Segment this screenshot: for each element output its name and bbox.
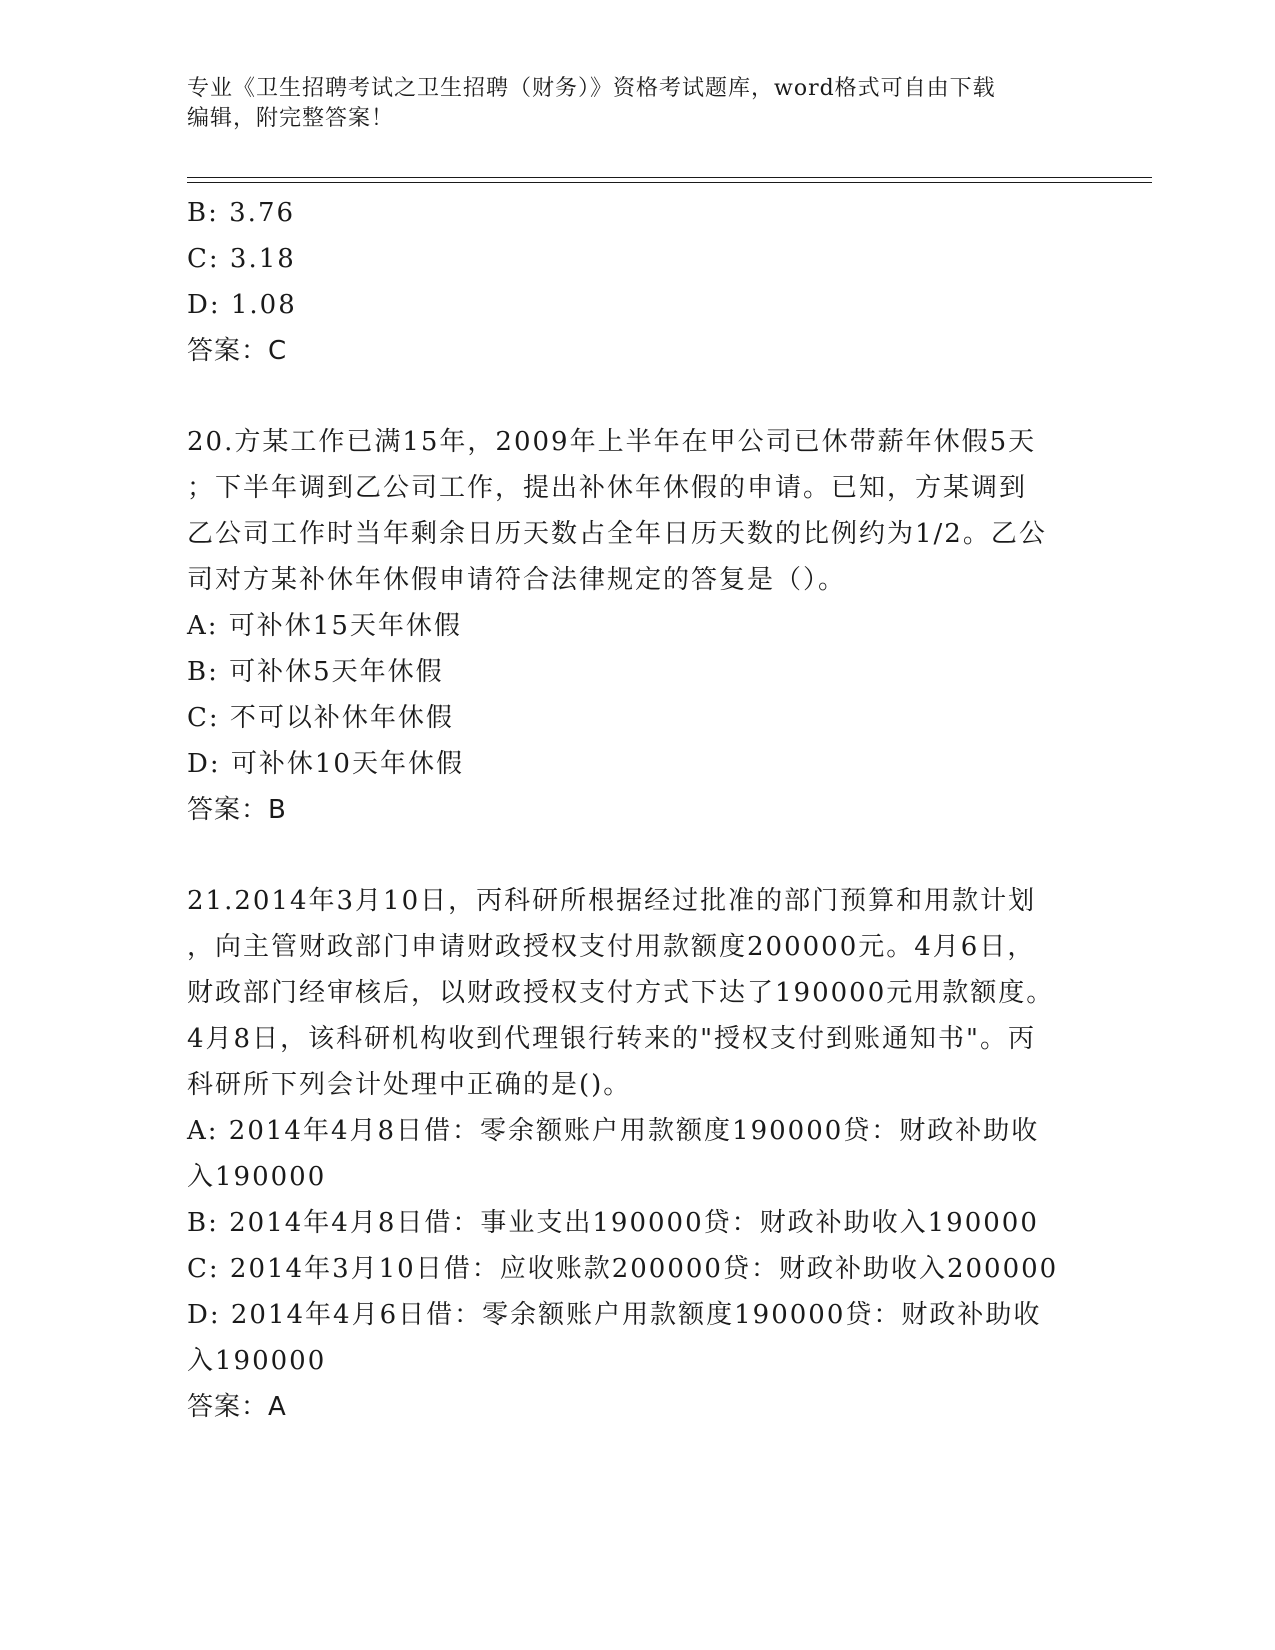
document-body: [187, 190, 1077, 1430]
answer-line: 答案：A: [187, 1392, 287, 1422]
option-c: C: 不可以补休年休假: [187, 703, 454, 733]
option-d-continued: 入190000: [187, 1346, 327, 1376]
option-a-continued: 入190000: [187, 1162, 327, 1192]
header-divider-top: [187, 177, 1152, 178]
option-d: D: 1.08: [187, 290, 297, 320]
header-line-2: 编辑，附完整答案！: [187, 106, 395, 131]
question-text-line: 21.2014年3月10日，丙科研所根据经过批准的部门预算和用款计划: [187, 886, 1037, 916]
question-text-line: 4月8日，该科研机构收到代理银行转来的"授权支付到账通知书"。丙: [187, 1024, 1037, 1054]
answer-line: 答案：C: [187, 336, 288, 366]
question-text-line: ，向主管财政部门申请财政授权支付用款额度200000元。4月6日，: [187, 932, 1036, 962]
question-text-line: 20.方某工作已满15年，2009年上半年在甲公司已休带薪年休假5天: [187, 427, 1037, 457]
question-19-tail: [187, 190, 1077, 374]
question-text-line: 司对方某补休年休假申请符合法律规定的答复是（）。: [187, 565, 847, 595]
question-text-line: 财政部门经审核后，以财政授权支付方式下达了190000元用款额度。: [187, 978, 1055, 1008]
option-c: C: 2014年3月10日借：应收账款200000贷：财政补助收入200000: [187, 1254, 1059, 1284]
question-text-line: 乙公司工作时当年剩余日历天数占全年日历天数的比例约为1/2。乙公: [187, 519, 1047, 549]
answer-line: 答案：B: [187, 795, 287, 825]
option-d: D: 可补休10天年休假: [187, 749, 464, 779]
header-divider-bottom: [187, 182, 1152, 183]
question-21: [187, 878, 1077, 1430]
header-line-1: 专业《卫生招聘考试之卫生招聘（财务）》资格考试题库，word格式可自由下载: [187, 76, 996, 101]
option-b: B: 可补休5天年休假: [187, 657, 444, 687]
option-a: A: 2014年4月8日借：零余额账户用款额度190000贷：财政补助收: [187, 1116, 1040, 1146]
option-c: C: 3.18: [187, 244, 296, 274]
option-d: D: 2014年4月6日借：零余额账户用款额度190000贷：财政补助收: [187, 1300, 1042, 1330]
option-b: B: 2014年4月8日借：事业支出190000贷：财政补助收入190000: [187, 1208, 1039, 1238]
option-a: A: 可补休15天年休假: [187, 611, 462, 641]
document-header: [187, 74, 1077, 134]
question-20: [187, 419, 1077, 833]
question-text-line: ；下半年调到乙公司工作，提出补休年休假的申请。已知，方某调到: [187, 473, 1028, 503]
option-b: B: 3.76: [187, 198, 296, 228]
question-text-line: 科研所下列会计处理中正确的是()。: [187, 1070, 632, 1100]
